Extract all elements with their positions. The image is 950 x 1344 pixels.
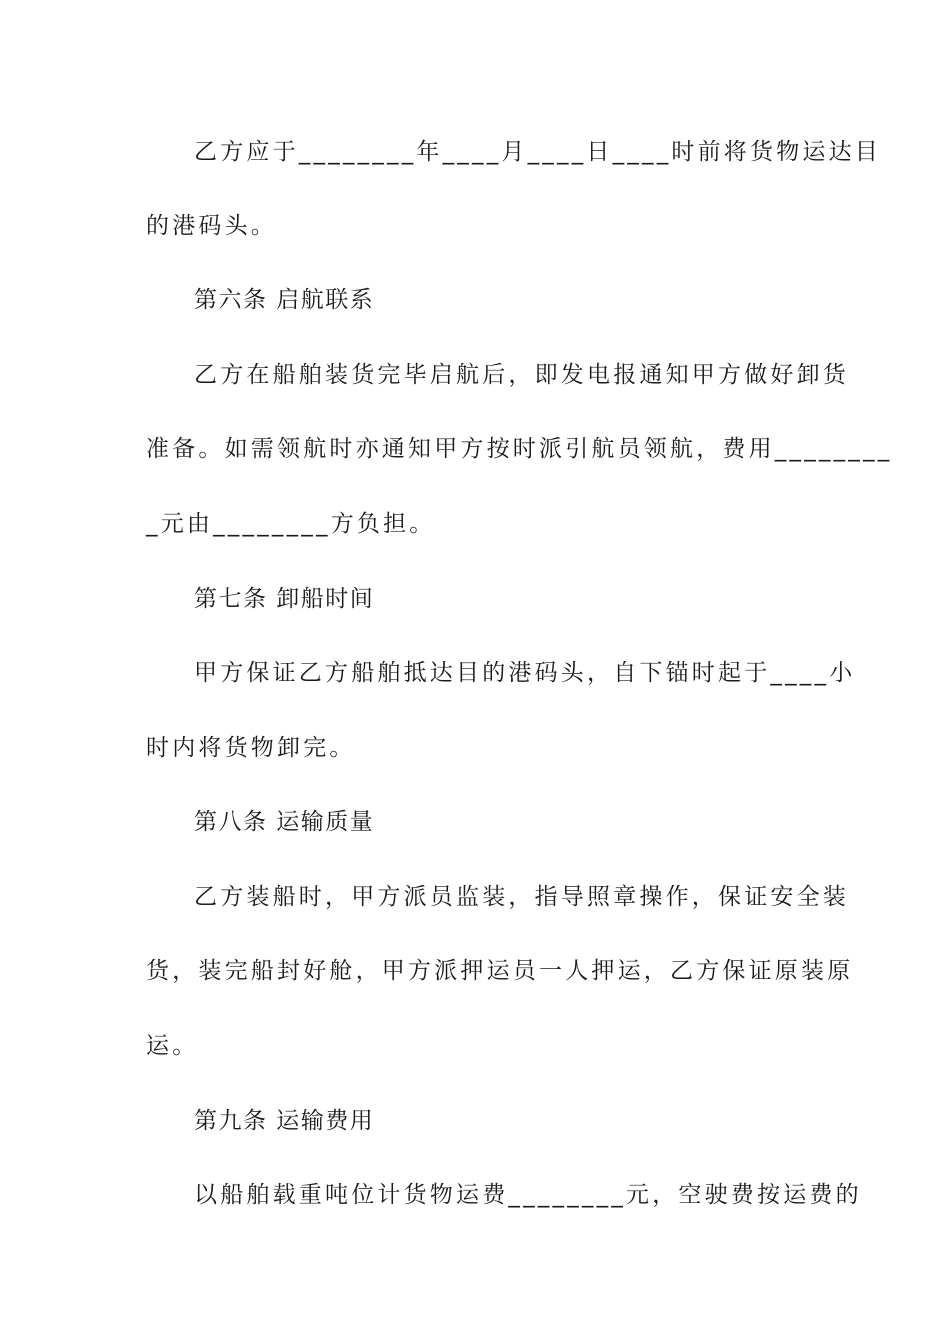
article8-text-line2: 货，装完船封好舱，甲方派押运员一人押运，乙方保证原装原 [146, 958, 854, 984]
article6-text-line2: 准备。如需领航时亦通知甲方按时派引航员领航，费用________ [146, 436, 893, 462]
article9-text-line1: 以船舶载重吨位计货物运费________元，空驶费按运费的 [194, 1182, 862, 1208]
article5-deadline-line1: 乙方应于________年____月____日____时前将货物运达目 [194, 139, 881, 165]
article8-text-line3: 运。 [146, 1033, 199, 1059]
article6-heading: 第六条 启航联系 [194, 287, 375, 313]
article7-text-line1: 甲方保证乙方船舶抵达目的港码头，自下锚时起于____小 [194, 660, 856, 686]
article8-text-line1: 乙方装船时，甲方派员监装，指导照章操作，保证安全装 [194, 884, 849, 910]
article6-text-line1: 乙方在船舶装货完毕启航后，即发电报通知甲方做好卸货 [194, 362, 849, 388]
article8-heading: 第八条 运输质量 [194, 809, 375, 835]
article6-text-line3: _元由________方负担。 [146, 511, 436, 537]
article9-heading: 第九条 运输费用 [194, 1108, 375, 1134]
article5-deadline-line2: 的港码头。 [146, 213, 277, 239]
article7-heading: 第七条 卸船时间 [194, 586, 375, 612]
article7-text-line2: 时内将货物卸完。 [146, 735, 356, 761]
